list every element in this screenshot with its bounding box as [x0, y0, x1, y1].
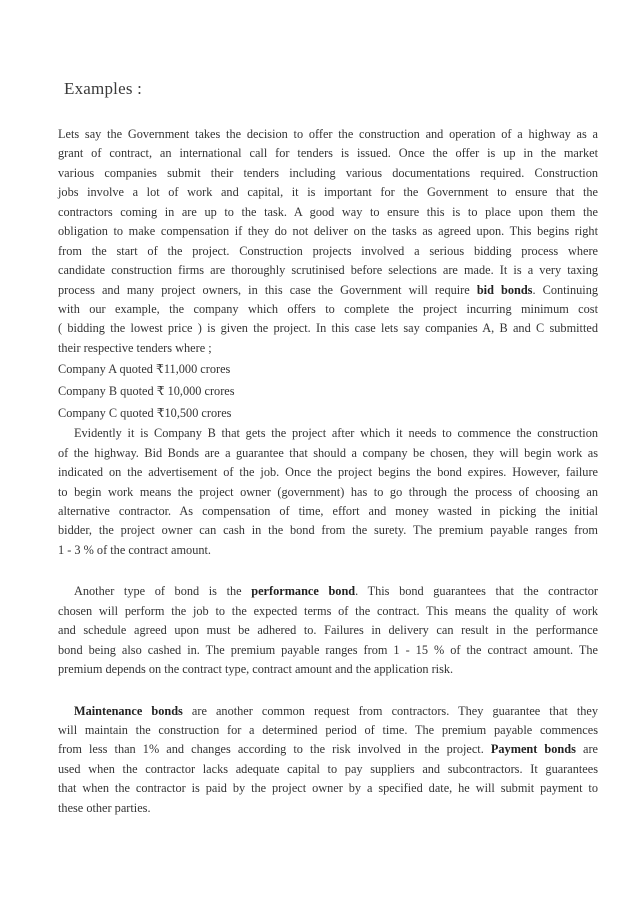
text-line: [58, 702, 598, 721]
text-line: [58, 582, 598, 601]
text-run: Another type of bond is the: [74, 584, 252, 599]
paragraph-performance-bond: [58, 582, 598, 679]
paragraph-bid-bonds: [58, 424, 598, 560]
text-line: [58, 281, 598, 300]
text-run: from less than 1% and changes according to the risk involved in the project.: [58, 742, 491, 757]
text-line: various companies submit their tenders including various documentations required. Construction: [58, 165, 598, 180]
section-heading: Examples :: [64, 79, 143, 98]
text-line: with our example, the company which offers to complete the project incurring minimum cost: [58, 301, 598, 316]
text-line: that when the contractor is paid by the project owner by a specified date, he will submit payment to: [58, 781, 598, 796]
text-line: jobs involve a lot of work and capital, it is important for the Government to ensure that the: [58, 185, 598, 200]
text-line: these other parties.: [58, 800, 151, 815]
quote-item: Company A quoted ₹11,000 crores: [58, 362, 231, 377]
maintenance-bonds-term: Maintenance bonds: [74, 703, 183, 718]
text-line: their respective tenders where ;: [58, 340, 212, 355]
text-line: Lets say the Government takes the decision to offer the construction and operation of a highway as a: [58, 127, 598, 141]
text-run: are: [575, 742, 598, 757]
quote-item: Company C quoted ₹10,500 crores: [58, 406, 232, 421]
text-line: ( bidding the lowest price ) is given the project. In this case lets say companies A, B and C submitted: [58, 321, 598, 336]
text-line: obligation to make compensation if they do not deliver on the tasks as agreed upon. This begins right: [58, 224, 598, 239]
text-line: 1 - 3 % of the contract amount.: [58, 542, 211, 557]
text-run: process and many project owners, in this case the Government will require: [58, 282, 477, 297]
text-run: . Continuing: [532, 282, 598, 297]
text-line: bond being also cashed in. The premium payable ranges from 1 - 15 % of the contract amount. The: [58, 642, 598, 657]
text-line: contractors coming in are up to the task. A good way to ensure this is to place upon them the: [58, 204, 598, 219]
document-body: [58, 125, 598, 818]
text-line: of the highway. Bid Bonds are a guarantee that should a company be chosen, they will begin work as: [58, 445, 598, 460]
text-line: [58, 740, 598, 759]
text-line: bidder, the project owner can cash in the bond from the surety. The premium payable ranges from: [58, 523, 598, 538]
text-line: indicated on the advertisement of the job. Once the project begins the bond expires. However, failure: [58, 465, 598, 480]
paragraph-intro: [58, 125, 598, 358]
quote-list: [58, 358, 598, 424]
text-run: are another common request from contractors. They guarantee that they: [182, 703, 598, 718]
text-run: . This bond guarantees that the contractor: [355, 584, 599, 599]
text-line: used when the contractor lacks adequate capital to pay suppliers and subcontractors. It guarantees: [58, 761, 598, 776]
payment-bonds-term: Payment bonds: [490, 742, 576, 757]
text-line: and schedule agreed upon must be adhered to. Failures in delivery can result in the performance: [58, 623, 598, 638]
text-line: to begin work means the project owner (government) has to go through the process of choosing an: [58, 484, 598, 499]
text-line: chosen will perform the job to the expected terms of the contract. This means the quality of work: [58, 603, 598, 618]
quote-item: Company B quoted ₹ 10,000 crores: [58, 384, 235, 399]
paragraph-maintenance-bonds: [58, 702, 598, 819]
text-line: grant of contract, an international call for tenders is issued. Once the offer is up in the market: [58, 146, 598, 161]
performance-bond-term: performance bond: [251, 584, 356, 599]
text-line: will maintain the construction for a determined period of time. The premium payable commences: [58, 722, 598, 737]
bid-bonds-term: bid bonds: [476, 282, 533, 297]
text-line: premium depends on the contract type, contract amount and the application risk.: [58, 662, 454, 677]
text-line: alternative contractor. As compensation of time, effort and money wasted in picking the initial: [58, 504, 598, 518]
text-line: from the start of the project. Construction projects involved a serious bidding process where: [58, 243, 598, 258]
text-line: Evidently it is Company B that gets the project after which it needs to commence the construction: [74, 426, 598, 441]
text-line: candidate construction firms are thoroughly scrutinised before selections are made. It is a very taxing: [58, 263, 598, 278]
